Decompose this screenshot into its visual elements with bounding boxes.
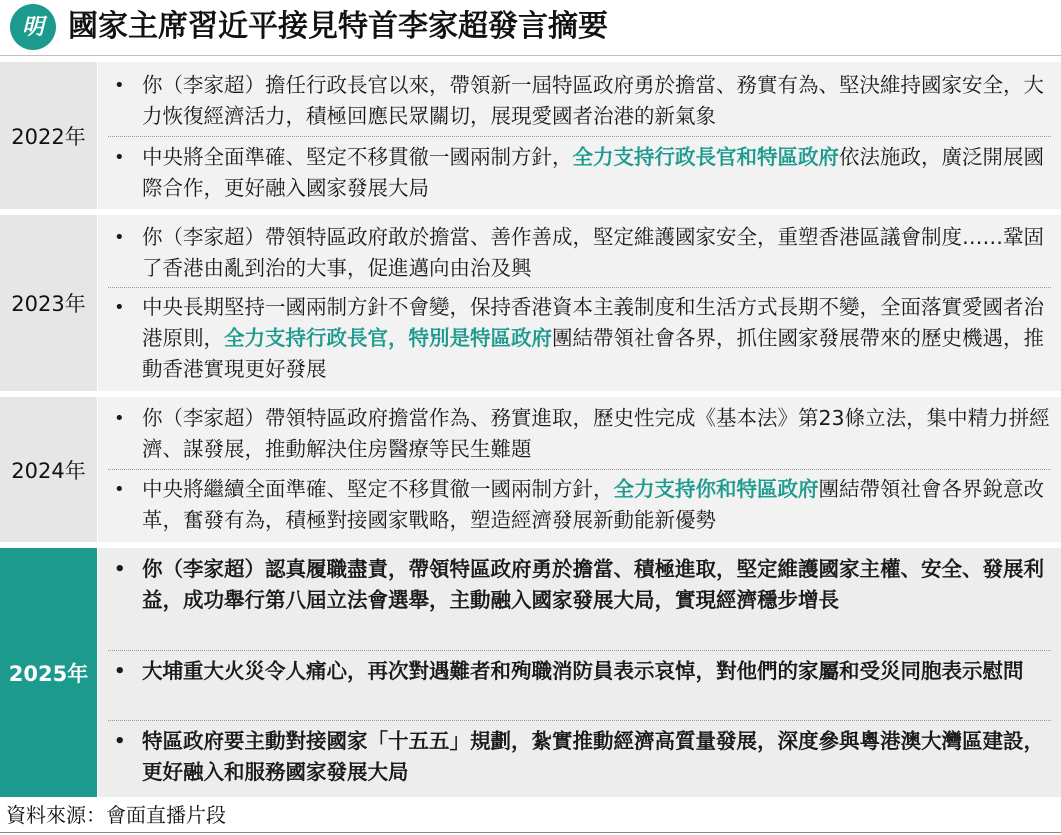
dotted-divider <box>108 650 1051 651</box>
bullet-icon: • <box>114 227 125 248</box>
bullet-item <box>98 656 1061 687</box>
year-label: 2023年 <box>0 215 97 391</box>
bullet-icon: • <box>114 731 126 752</box>
highlight-text: 全力支持你和特區政府 <box>613 477 819 501</box>
section-2024 <box>0 397 1061 542</box>
highlight-text: 全力支持行政長官，特別是特區政府 <box>224 326 552 350</box>
dotted-divider <box>108 469 1051 470</box>
dotted-divider <box>108 136 1051 137</box>
item-text: 中央將繼續全面準確、堅定不移貫徹一國兩制方針， <box>142 477 614 501</box>
logo-char: 明 <box>21 14 44 40</box>
item-text: 你（李家超）帶領特區政府擔當作為、務實進取，歷史性完成《基本法》第23條立法，集中精力拼經濟、謀發展，推動解決住房醫療等民生難題 <box>142 406 1050 461</box>
bullet-item <box>98 554 1061 616</box>
item-text: 中央長期堅持一國兩制方針不會變，保持香港資本主義制度和生活方式長期不變，全面落實愛國者治港原則， <box>142 295 1044 350</box>
section-content <box>98 397 1061 542</box>
bullet-icon: • <box>114 408 125 429</box>
bullet-item <box>98 726 1061 788</box>
header <box>0 0 1061 56</box>
bullet-item <box>98 70 1061 132</box>
dotted-divider <box>108 287 1051 288</box>
item-text: 特區政府 <box>142 729 224 753</box>
bullet-item <box>98 142 1061 204</box>
item-text: 團結帶領社會各界銳意改革，奮發有為，積極對接國家戰略，塑造經濟發展新動能新優勢 <box>142 477 1044 532</box>
bullet-item <box>98 222 1061 284</box>
section-content <box>98 215 1061 391</box>
header-divider <box>0 55 1061 56</box>
footer-divider <box>0 832 1061 833</box>
year-label: 2022年 <box>0 62 97 209</box>
bullet-item <box>98 474 1061 536</box>
section-2025 <box>0 548 1061 797</box>
dotted-divider <box>108 720 1051 721</box>
highlight-text: 全力支持行政長官和特區政府 <box>572 145 839 169</box>
item-text: 國家「十五五」規劃，紮實推動經濟高質量發展，深度參與粵港澳大灣區建設，更好融入和服務國家發展大局 <box>142 729 1044 784</box>
source-note: 資料來源：會面直播片段 <box>6 803 226 827</box>
bullet-icon: • <box>114 75 125 96</box>
item-text: 團結帶領社會各界，抓住國家發展帶來的歷史機遇，推動香港實現更好發展 <box>142 326 1044 381</box>
bullet-icon: • <box>114 661 126 682</box>
page-title: 國家主席習近平接見特首李家超發言摘要 <box>68 9 608 44</box>
bullet-icon: • <box>114 147 125 168</box>
section-content <box>98 548 1061 797</box>
item-text: 你（李家超）擔任行政長官以來，帶領新一屆特區政府勇於擔當、務實有為、堅決維持國家安全，大力恢復經濟活力，積極回應民眾關切，展現愛國者治港的新氣象 <box>142 73 1044 128</box>
section-2023 <box>0 215 1061 391</box>
section-2022 <box>0 62 1061 209</box>
item-text: 大埔重大火災令人痛心，再次對遇難者和殉職消防員表示哀悼，對他們的家屬和受災同胞表示慰問 <box>142 659 1024 683</box>
item-text: 依法施政，廣泛開展國際合作，更好融入國家發展大局 <box>142 145 1044 200</box>
emphasis-text: 要主動對接 <box>224 729 327 753</box>
bullet-item <box>98 292 1061 385</box>
year-label: 2025年 <box>0 548 97 797</box>
item-text: 你（李家超）認真履職盡責，帶領特區政府勇於擔當、積極進取，堅定維護國家主權、安全、發展利益，成功舉行第八屆立法會選舉，主動融入國家發展大局，實現經濟穩步增長 <box>142 557 1044 612</box>
logo <box>10 4 56 50</box>
bullet-icon: • <box>114 559 126 580</box>
bullet-icon: • <box>114 479 125 500</box>
year-label: 2024年 <box>0 397 97 542</box>
item-text: 你（李家超）帶領特區政府敢於擔當、善作善成，堅定維護國家安全，重塑香港區議會制度……鞏固了香港由亂到治的大事，促進邁向由治及興 <box>142 225 1044 280</box>
item-text: 中央將全面準確、堅定不移貫徹一國兩制方針， <box>142 145 573 169</box>
bullet-item <box>98 403 1061 465</box>
bullet-icon: • <box>114 297 125 318</box>
section-content <box>98 62 1061 209</box>
